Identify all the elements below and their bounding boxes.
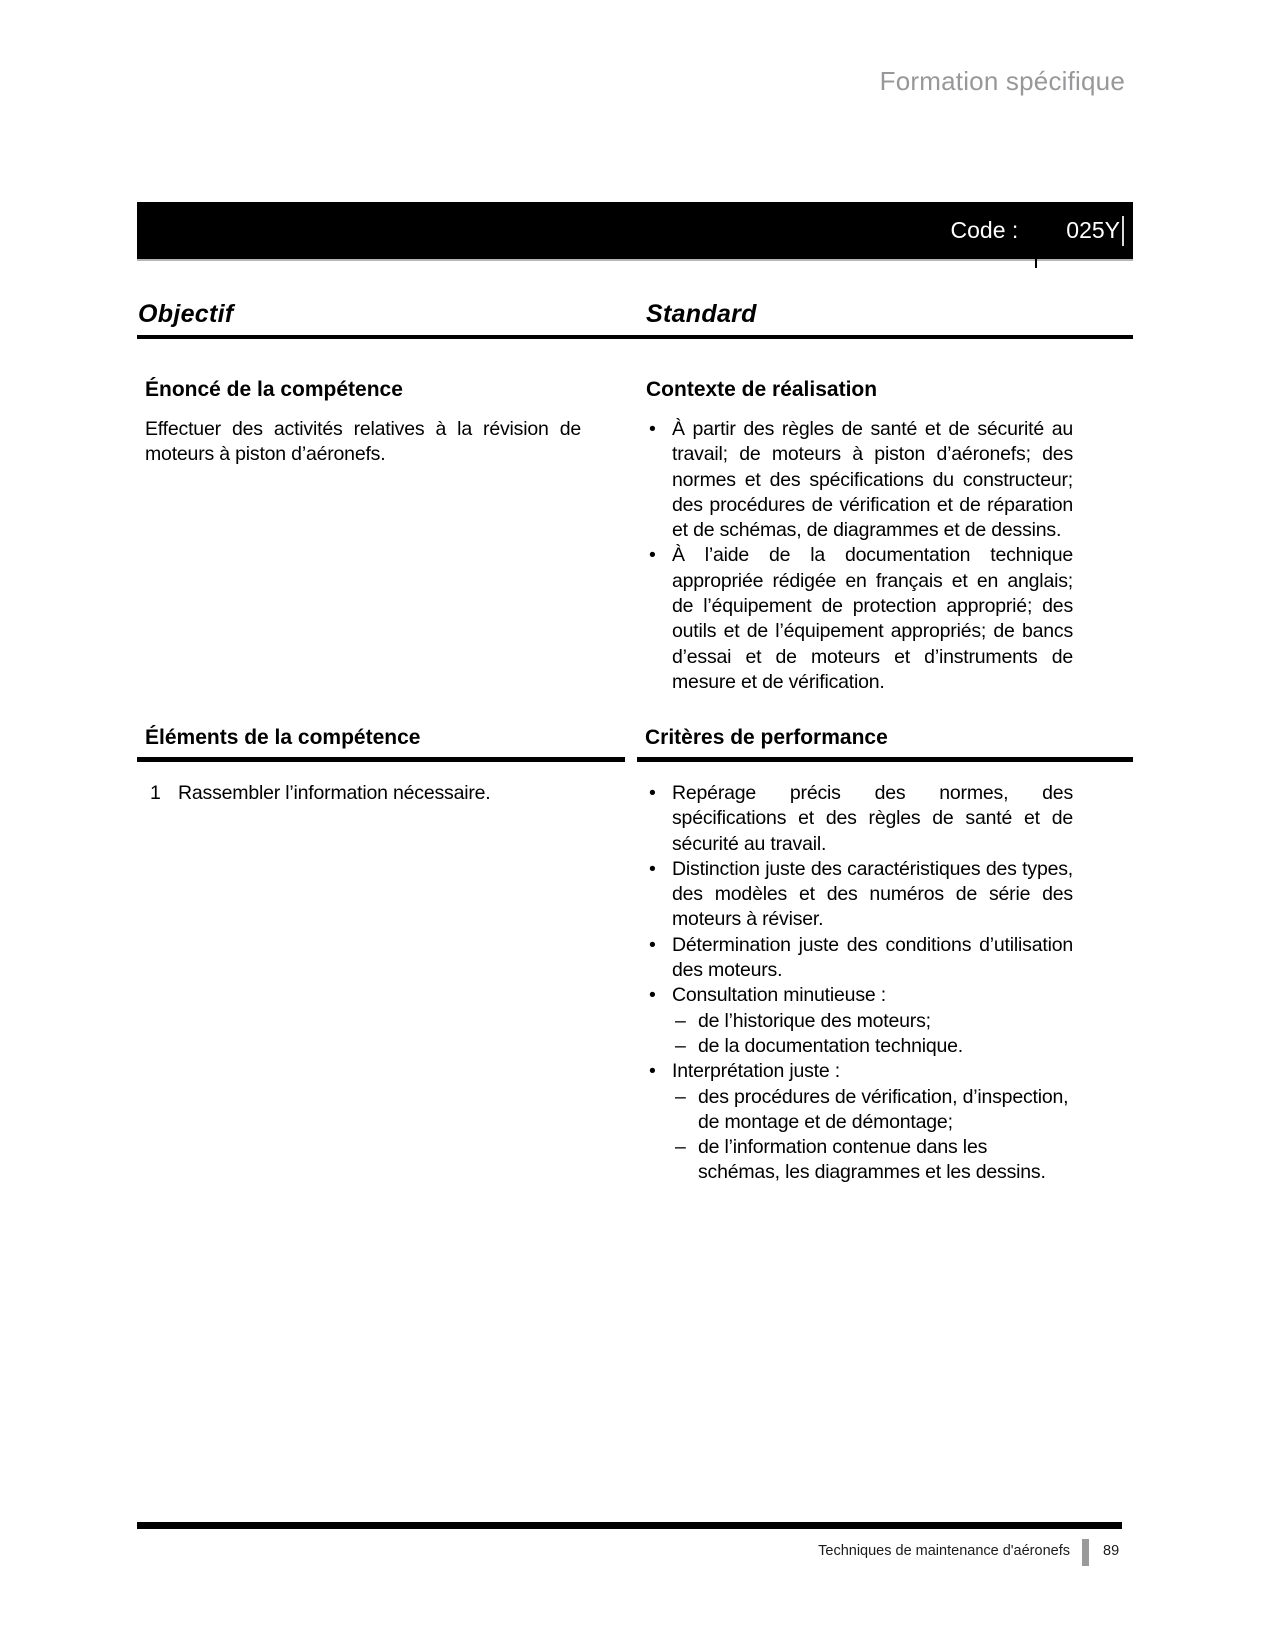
list-item — [649, 781, 1073, 857]
sub-item-text: de l’information contenue dans les schémas, les diagrammes et les dessins. — [698, 1136, 1046, 1184]
sub-item-text: des procédures de vérification, d’inspection, de montage et de démontage; — [698, 1085, 1069, 1133]
contexte-bullet-list — [649, 417, 1073, 695]
footer-divider — [1082, 1539, 1089, 1566]
list-item — [649, 543, 1073, 695]
bullet-marker: • — [649, 933, 656, 956]
elements-heading: Éléments de la compétence — [145, 726, 421, 749]
code-bar — [137, 202, 1133, 259]
sub-item-text: de la documentation technique. — [698, 1034, 964, 1057]
contexte-heading: Contexte de réalisation — [646, 378, 878, 401]
enonce-heading: Énoncé de la compétence — [145, 378, 403, 401]
sub-list-item — [649, 1034, 1073, 1059]
dash-marker: – — [675, 1136, 686, 1159]
standard-title: Standard — [646, 300, 757, 328]
dash-marker: – — [675, 1034, 686, 1057]
footer-page-number: 89 — [1103, 1543, 1120, 1559]
bullet-marker: • — [649, 857, 656, 880]
bullet-text: À l’aide de la documentation technique appropriée rédigée en français et en anglais; de l’équipement de protection approprié; des outils et de l’équipement appropriés; de bancs d’essai et de moteurs et d’instruments de mesure et de vérification. — [672, 544, 1073, 693]
bullet-text: Repérage précis des normes, des spécifications et des règles de santé et de sécurité au travail. — [672, 782, 1073, 855]
header-rule — [137, 335, 1133, 339]
sub-list-item — [649, 1085, 1073, 1136]
list-item — [649, 1059, 1073, 1084]
sub-list-item — [649, 1135, 1073, 1186]
list-item — [649, 933, 1073, 984]
element-item — [150, 781, 590, 806]
bullet-text: Interprétation juste : — [672, 1060, 840, 1083]
footer-rule — [137, 1522, 1122, 1529]
code-bar-cell-divider — [1035, 259, 1037, 268]
dash-marker: – — [675, 1009, 686, 1032]
list-item — [649, 417, 1073, 543]
criteres-heading: Critères de performance — [645, 726, 888, 749]
bullet-marker: • — [649, 1060, 656, 1083]
list-item — [649, 983, 1073, 1008]
element-number: 1 — [150, 782, 161, 804]
enonce-text: Effectuer des activités relatives à la révision de moteurs à piston d’aéronefs. — [145, 418, 581, 466]
code-value: 025Y — [1066, 217, 1120, 243]
element-text: Rassembler l’information nécessaire. — [178, 782, 491, 804]
objectif-title: Objectif — [138, 300, 234, 328]
bullet-marker: • — [649, 418, 656, 440]
code-bar-underline — [137, 259, 1133, 261]
bullet-marker: • — [649, 544, 656, 567]
footer-doc-title: Techniques de maintenance d'aéronefs — [818, 1543, 1070, 1559]
criteres-bullet-list — [649, 781, 1073, 1186]
bullet-text: À partir des règles de santé et de sécurité au travail; de moteurs à piston d’aéronefs; des normes et des spécifications du constructeur; des procédures de vérification et de réparation et de schémas, de diagrammes et de dessins. — [672, 418, 1073, 542]
bullet-text: Détermination juste des conditions d’utilisation des moteurs. — [672, 933, 1073, 982]
criteres-rule — [637, 757, 1133, 762]
bullet-text: Consultation minutieuse : — [672, 984, 886, 1007]
list-item — [649, 857, 1073, 933]
sub-list-item — [649, 1009, 1073, 1034]
bullet-marker: • — [649, 984, 656, 1007]
running-header: Formation spécifique — [879, 66, 1125, 96]
code-label: Code : — [950, 217, 1019, 243]
bullet-marker: • — [649, 782, 656, 804]
text-cursor — [1122, 216, 1124, 246]
elements-rule — [137, 757, 625, 762]
dash-marker: – — [675, 1085, 686, 1108]
sub-item-text: de l’historique des moteurs; — [698, 1009, 931, 1032]
bullet-text: Distinction juste des caractéristiques des types, des modèles et des numéros de série des moteurs à réviser. — [672, 857, 1073, 931]
